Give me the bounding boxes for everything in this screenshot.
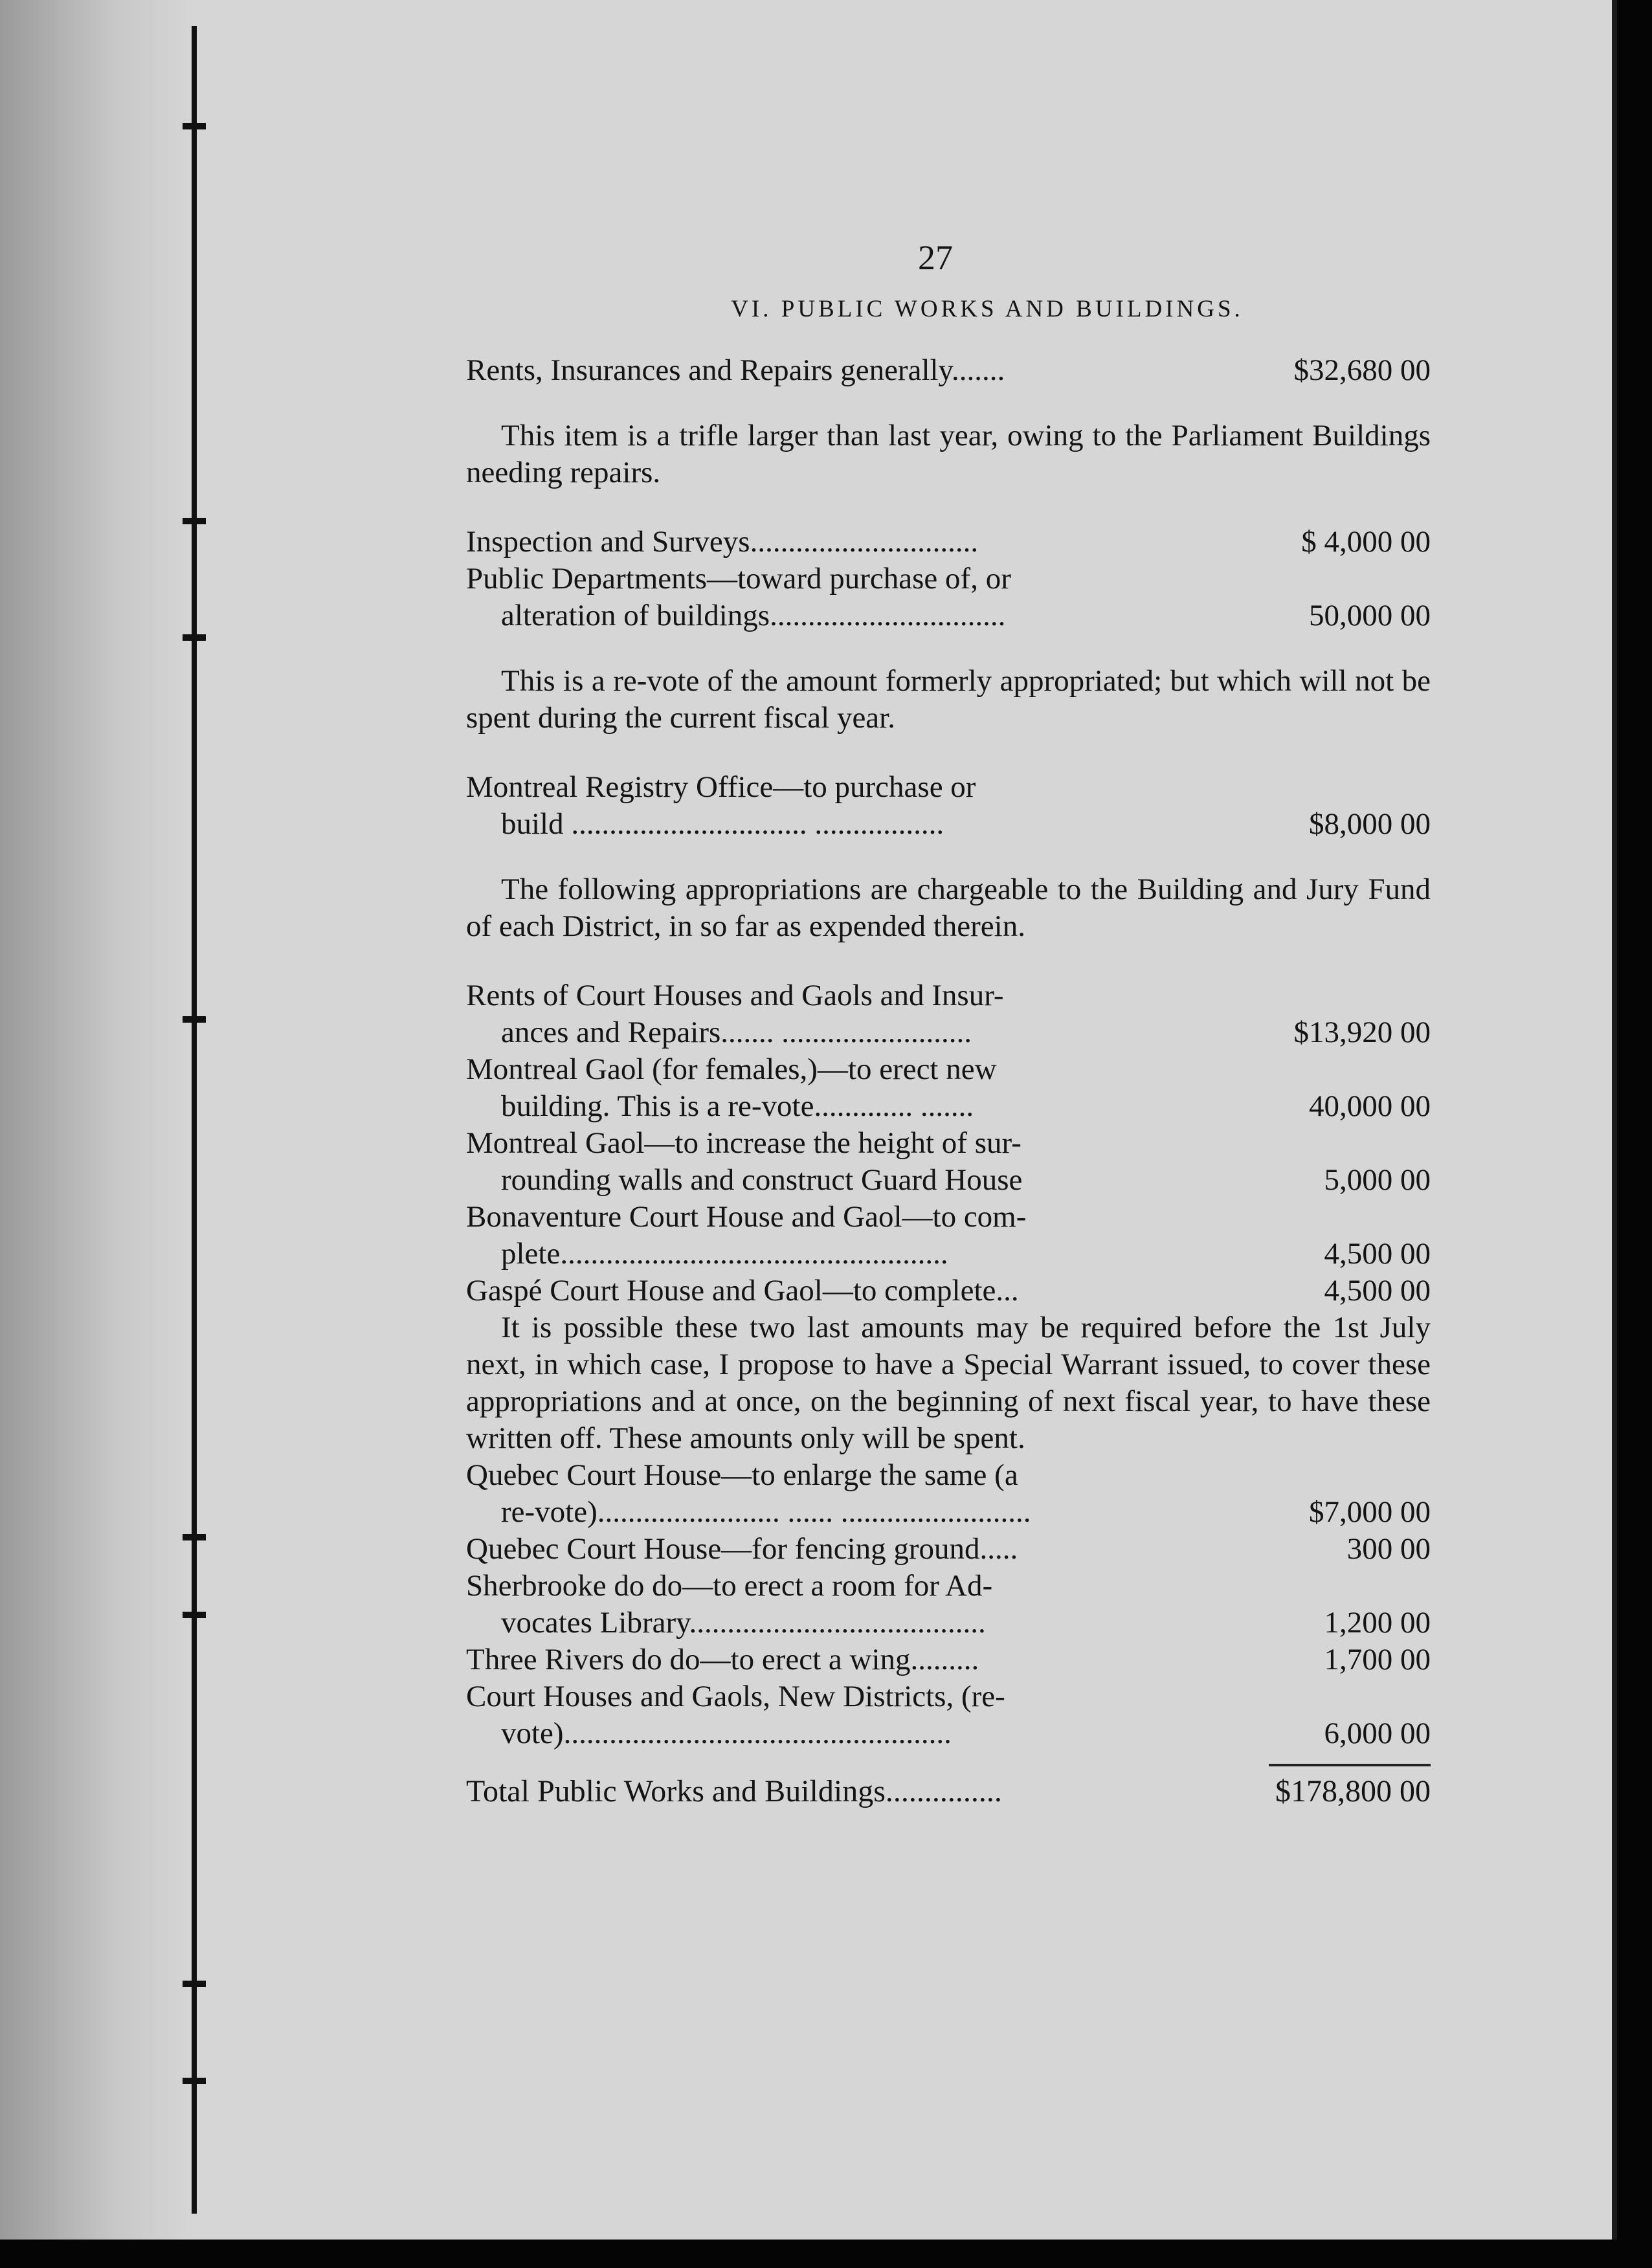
item-amount: $13,920 00 <box>1293 1016 1431 1049</box>
line-item <box>466 1568 1431 1641</box>
item-description: Inspection and Surveys.............................. <box>466 525 979 559</box>
item-amount: 4,500 00 <box>1324 1237 1431 1271</box>
line-item <box>466 1678 1431 1752</box>
item-description: Public Departments—toward purchase of, or <box>466 562 1011 595</box>
stitch-knot <box>183 634 206 641</box>
total-amount: $178,800 00 <box>1275 1774 1431 1808</box>
stitch-knot <box>183 1612 206 1618</box>
line-item <box>466 1273 1431 1309</box>
item-description: Rents, Insurances and Repairs generally....... <box>466 353 1005 387</box>
stitch-knot <box>183 123 206 129</box>
total-label: Total Public Works and Buildings............... <box>466 1774 1002 1808</box>
item-description: Sherbrooke do do—to erect a room for Ad- <box>466 1569 993 1603</box>
stitch-knot <box>183 518 206 524</box>
line-item <box>466 1641 1431 1678</box>
line-item <box>466 1531 1431 1568</box>
total-rule <box>466 1760 1431 1773</box>
item-description-continued: plete................................................... <box>501 1237 948 1271</box>
item-amount: 1,200 00 <box>1324 1606 1431 1640</box>
stitch-knot <box>183 1534 206 1540</box>
line-item <box>466 352 1431 389</box>
line-item <box>466 1125 1431 1199</box>
item-amount: $7,000 00 <box>1309 1495 1431 1529</box>
line-item <box>466 524 1431 561</box>
line-item <box>466 1457 1431 1531</box>
note-paragraph: It is possible these two last amounts may be required before the 1st July next, in which case, I propose to have a Special Warrant issued, to cover these appropriations and at once, on the beginning of next fiscal year, to have these written off. These amounts only will be spent. <box>466 1311 1431 1455</box>
item-amount: 4,500 00 <box>1324 1274 1431 1307</box>
note-paragraph: This is a re-vote of the amount formerly appropriated; but which will not be spent during the current fiscal year. <box>466 664 1431 735</box>
item-description: Montreal Gaol (for females,)—to erect new <box>466 1052 997 1086</box>
item-description-continued: vote)................................................... <box>501 1717 952 1750</box>
stitch-knot <box>183 2078 206 2084</box>
line-item <box>466 1051 1431 1125</box>
item-description: Three Rivers do do—to erect a wing......... <box>466 1643 979 1676</box>
item-amount: 40,000 00 <box>1309 1089 1431 1123</box>
item-amount: 300 00 <box>1346 1532 1431 1566</box>
item-description: Rents of Court Houses and Gaols and Insur- <box>466 979 1004 1012</box>
binding-stitch <box>192 26 197 2214</box>
item-description: Court Houses and Gaols, New Districts, (re- <box>466 1680 1005 1713</box>
line-item <box>466 769 1431 843</box>
item-amount: 50,000 00 <box>1309 599 1431 632</box>
section-heading: VI. PUBLIC WORKS AND BUILDINGS. <box>731 296 1244 322</box>
note-paragraph: This item is a trifle larger than last year, owing to the Parliament Buildings needing repairs. <box>466 419 1431 489</box>
item-description: Montreal Gaol—to increase the height of sur- <box>466 1126 1021 1160</box>
page-content <box>466 239 1431 1810</box>
item-description: Bonaventure Court House and Gaol—to com- <box>466 1200 1027 1234</box>
item-description: Quebec Court House—to enlarge the same (a <box>466 1458 1018 1492</box>
item-description-continued: vocates Library....................................... <box>501 1606 986 1640</box>
item-amount: 1,700 00 <box>1324 1643 1431 1676</box>
page-number: 27 <box>918 238 953 277</box>
item-amount: $32,680 00 <box>1293 353 1431 387</box>
item-amount: 6,000 00 <box>1324 1717 1431 1750</box>
item-description-continued: building. This is a re-vote............. ....... <box>501 1089 974 1123</box>
binding-gutter <box>0 0 194 2240</box>
item-description: Montreal Registry Office—to purchase or <box>466 770 976 804</box>
total-row <box>466 1773 1431 1810</box>
item-description-continued: re-vote)........................ ...... ......................... <box>501 1495 1031 1529</box>
item-amount: $ 4,000 00 <box>1301 525 1431 559</box>
item-description-continued: build ............................... ................. <box>501 807 944 841</box>
item-description: Quebec Court House—for fencing ground..... <box>466 1532 1018 1566</box>
stitch-knot <box>183 1016 206 1023</box>
item-description: Gaspé Court House and Gaol—to complete... <box>466 1274 1019 1307</box>
note-paragraph: The following appropriations are chargeable to the Building and Jury Fund of each District, in so far as expended therein. <box>466 873 1431 943</box>
line-item <box>466 977 1431 1051</box>
sum-line <box>1269 1764 1431 1773</box>
line-item <box>466 1199 1431 1273</box>
line-item <box>466 561 1431 634</box>
item-description-continued: rounding walls and construct Guard House <box>501 1163 1023 1197</box>
item-description-continued: alteration of buildings............................... <box>501 599 1006 632</box>
item-description-continued: ances and Repairs....... ......................... <box>501 1016 972 1049</box>
item-amount: 5,000 00 <box>1324 1163 1431 1197</box>
item-amount: $8,000 00 <box>1309 807 1431 841</box>
stitch-knot <box>183 1981 206 1987</box>
